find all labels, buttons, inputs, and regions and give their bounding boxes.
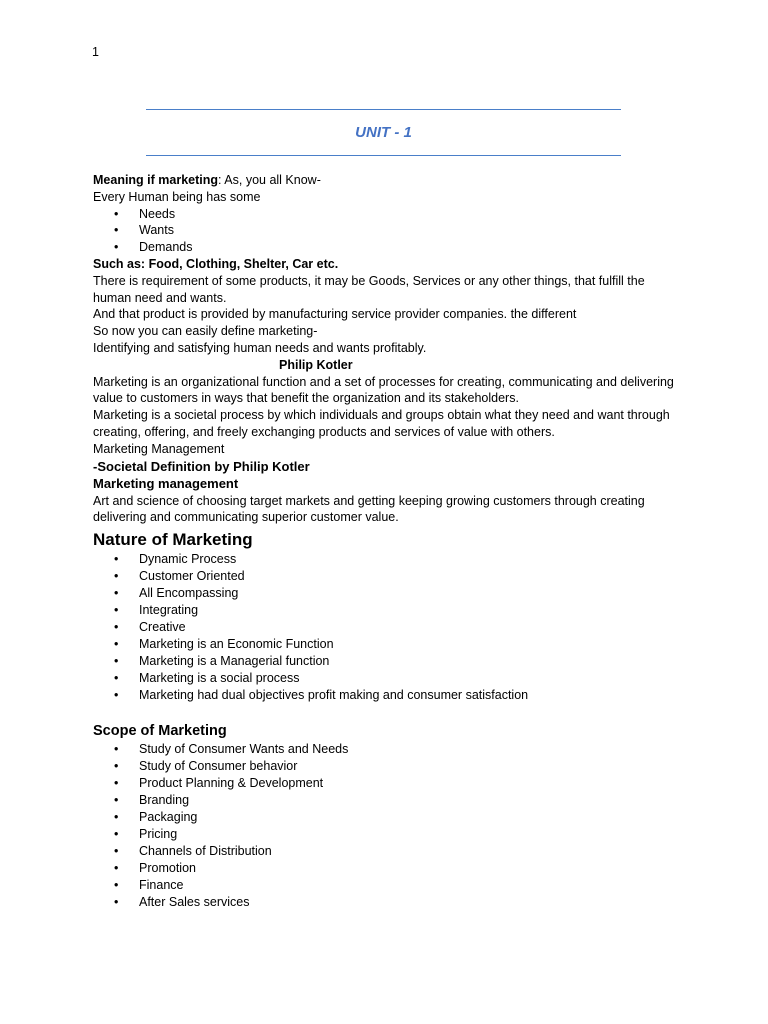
author-name: Philip Kotler: [279, 357, 353, 372]
paragraph-product: And that product is provided by manufacturing service provider companies. the different: [93, 307, 577, 322]
paragraph-requirement: There is requirement of some products, it may be Goods, Services or any other things, that fulfill the human need and wants.: [93, 273, 645, 305]
list-item: • Marketing is a Managerial function: [93, 653, 683, 670]
such-as-line: Such as: Food, Clothing, Shelter, Car etc.: [93, 256, 339, 271]
meaning-line-2: Every Human being has some: [93, 189, 261, 204]
paragraph-organizational: Marketing is an organizational function and a set of processes for creating, communicating and delivering value to customers in ways that benefit the organization and its stakeholders.: [93, 374, 674, 406]
list-item: • Marketing had dual objectives profit making and consumer satisfaction: [93, 687, 683, 704]
list-item: • After Sales services: [93, 894, 683, 911]
meaning-rest: : As, you all Know-: [218, 173, 321, 187]
list-item: • Branding: [93, 792, 683, 809]
list-item: • All Encompassing: [93, 585, 683, 602]
list-item: • Demands: [93, 239, 683, 256]
list-item: • Channels of Distribution: [93, 843, 683, 860]
meaning-line: [93, 172, 683, 189]
page-number: 1: [92, 45, 99, 59]
nature-list: [93, 551, 683, 704]
title-rule-top: [146, 109, 621, 110]
meaning-label: Meaning if marketing: [93, 173, 219, 187]
unit-title: UNIT - 1: [355, 124, 412, 141]
list-item: • Study of Consumer Wants and Needs: [93, 741, 683, 758]
list-item: • Finance: [93, 877, 683, 894]
marketing-management-heading: Marketing management: [93, 476, 239, 492]
document-body: [93, 172, 683, 911]
list-item: • Dynamic Process: [93, 551, 683, 568]
list-item: • Marketing is a social process: [93, 670, 683, 687]
scope-heading: Scope of Marketing: [93, 723, 227, 740]
list-item: • Marketing is an Economic Function: [93, 636, 683, 653]
list-item: • Customer Oriented: [93, 568, 683, 585]
list-item: • Creative: [93, 619, 683, 636]
list-item: • Study of Consumer behavior: [93, 758, 683, 775]
list-item: • Promotion: [93, 860, 683, 877]
list-item: • Needs: [93, 206, 683, 223]
list-item: • Integrating: [93, 602, 683, 619]
paragraph-identifying: Identifying and satisfying human needs and wants profitably.: [93, 340, 427, 355]
paragraph-art-science: Art and science of choosing target markets and getting keeping growing customers through creating delivering and communicating superior customer value.: [93, 493, 645, 525]
title-rule-bottom: [146, 155, 621, 156]
list-item: • Packaging: [93, 809, 683, 826]
nature-heading: Nature of Marketing: [93, 530, 253, 550]
list-item: • Pricing: [93, 826, 683, 843]
list-item: • Product Planning & Development: [93, 775, 683, 792]
scope-list: [93, 741, 683, 911]
list-item: • Wants: [93, 222, 683, 239]
paragraph-marketing-management: Marketing Management: [93, 441, 225, 456]
needs-list: [93, 206, 683, 256]
paragraph-societal: Marketing is a societal process by which individuals and groups obtain what they need and want through creating, offering, and freely exchanging products and services of value with others.: [93, 408, 670, 439]
paragraph-define: So now you can easily define marketing-: [93, 324, 318, 339]
societal-definition-heading: -Societal Definition by Philip Kotler: [93, 458, 310, 474]
